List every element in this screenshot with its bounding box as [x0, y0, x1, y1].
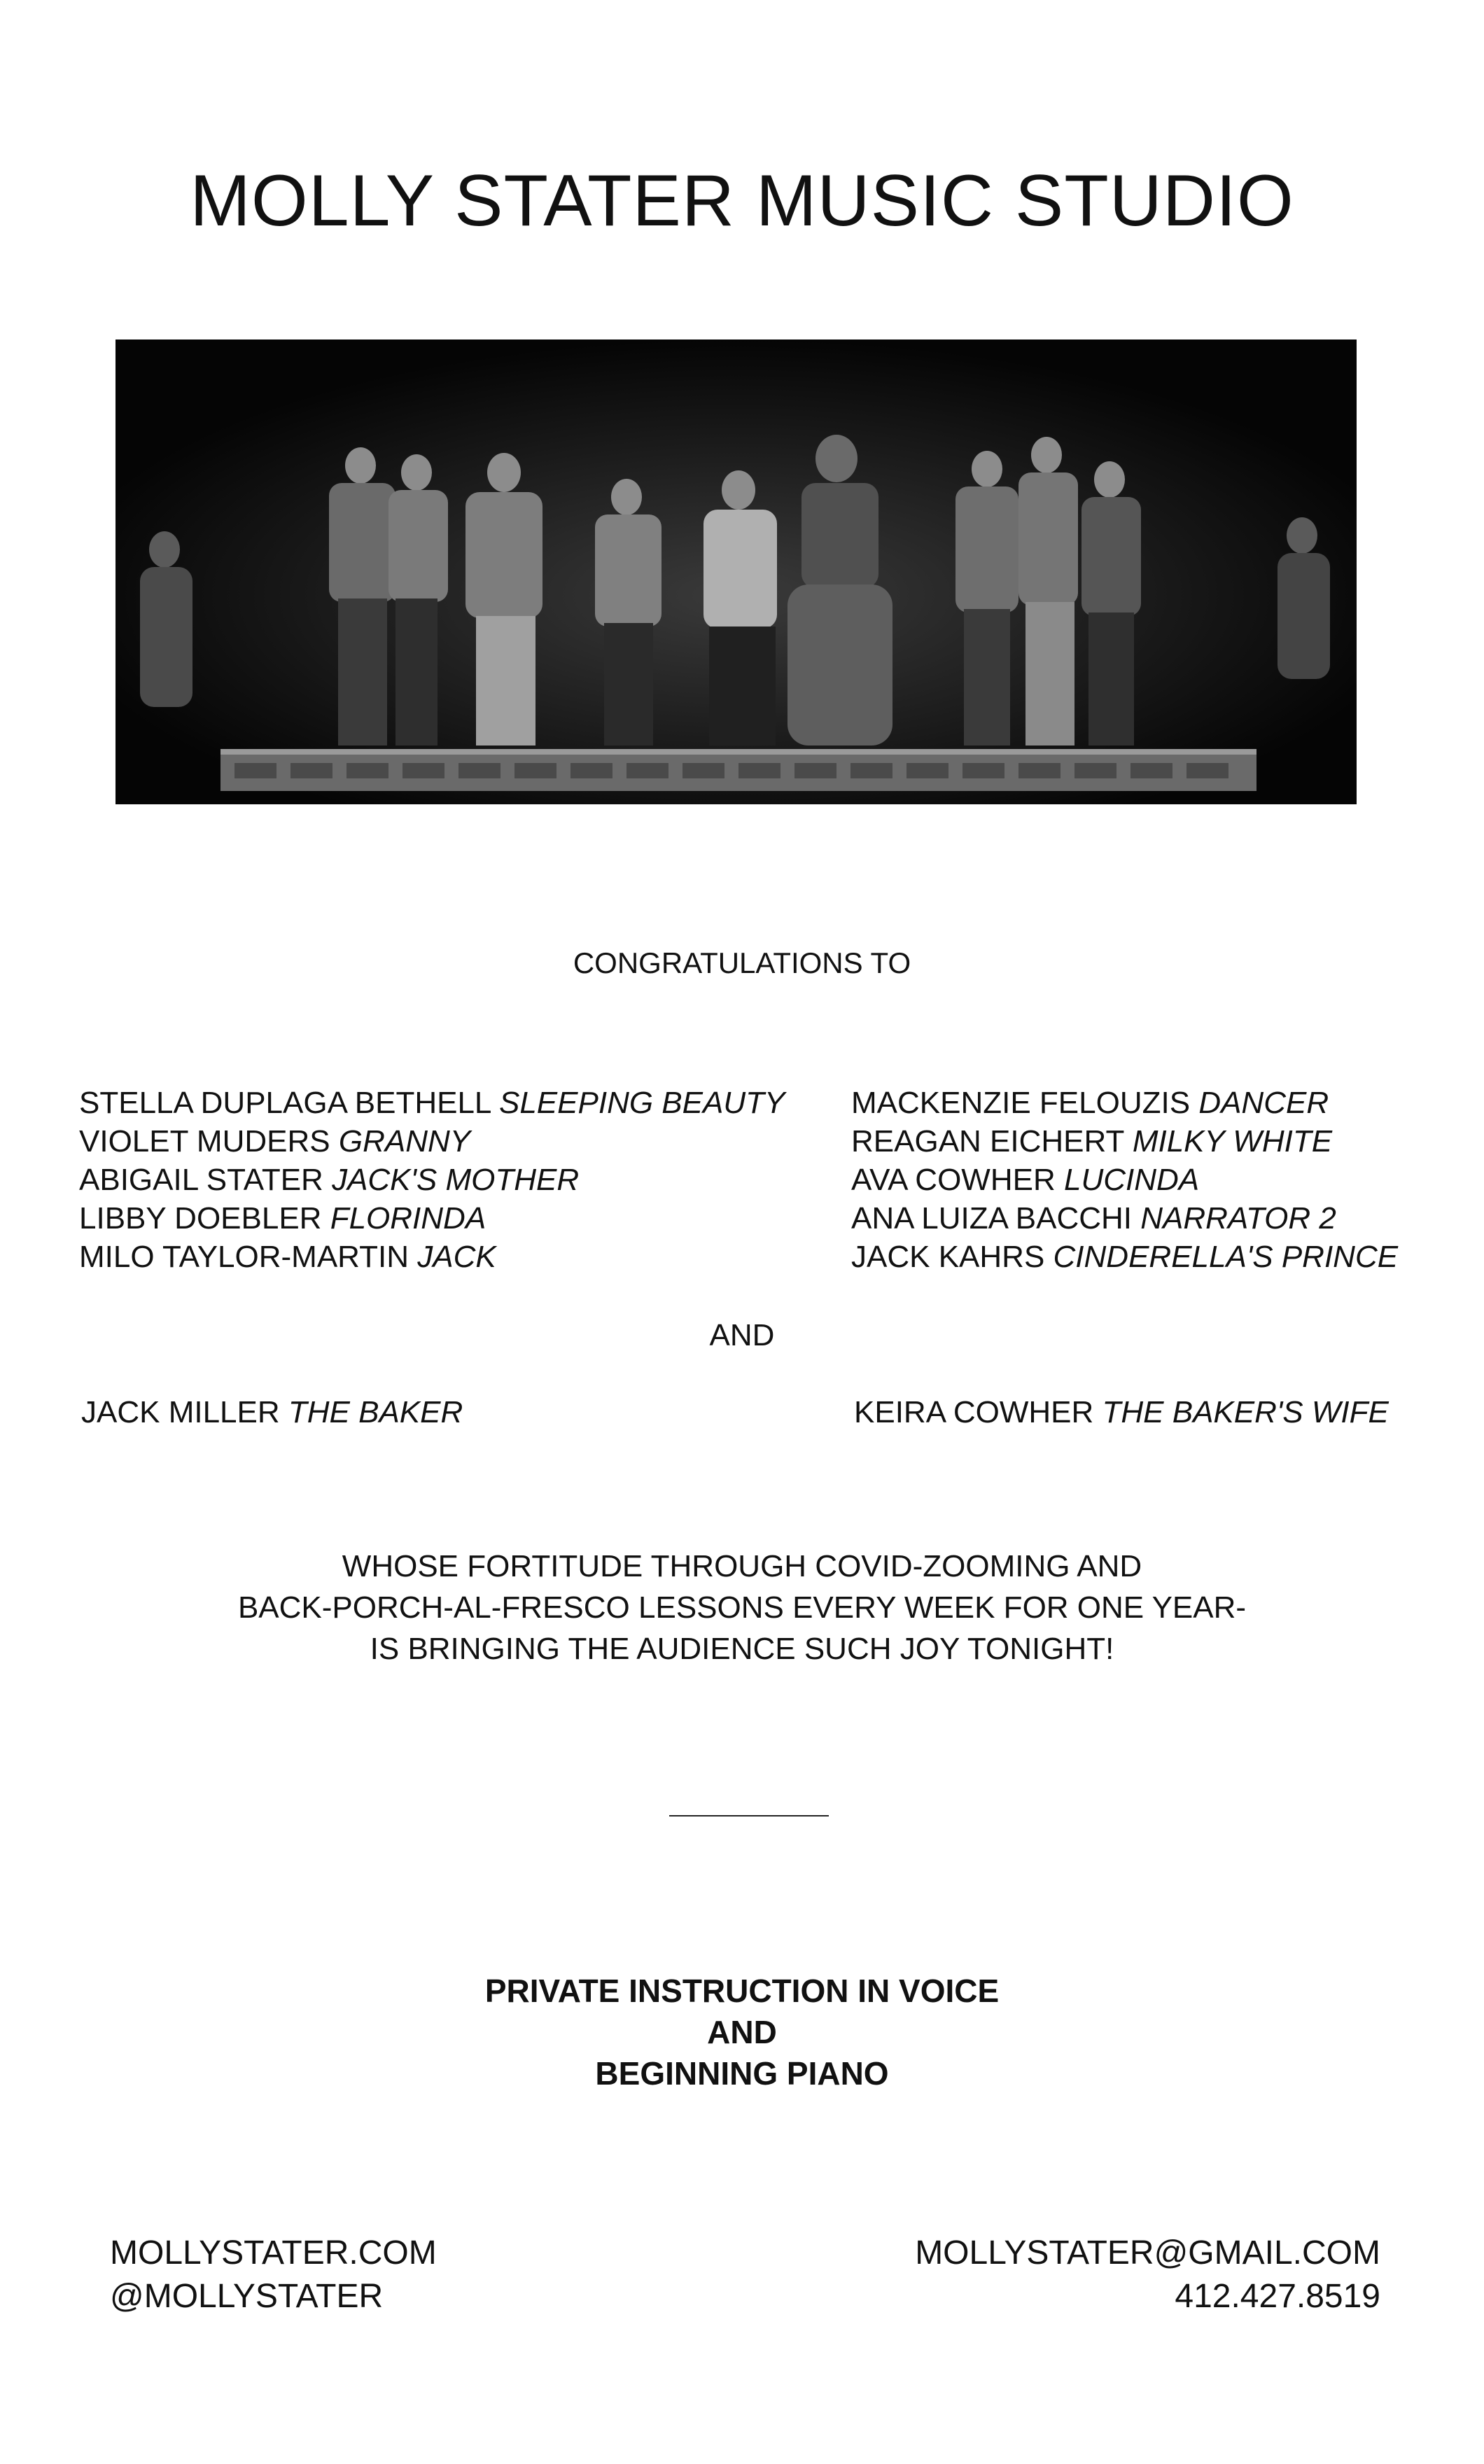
stage-photo	[115, 340, 1357, 804]
instruction-block	[0, 1970, 1484, 2094]
cast-name: ANA LUIZA BACCHI	[851, 1201, 1133, 1236]
contact-right	[915, 2232, 1380, 2318]
fortitude-line: IS BRINGING THE AUDIENCE SUCH JOY TONIGHT!	[370, 1632, 1114, 1666]
cast-entry	[79, 1161, 785, 1199]
cast-name: STELLA DUPLAGA BETHELL	[79, 1086, 491, 1120]
cast-role: LUCINDA	[1063, 1163, 1200, 1197]
social-handle[interactable]: @MOLLYSTATER	[110, 2278, 384, 2315]
divider-rule	[669, 1815, 829, 1816]
cast-name: MACKENZIE FELOUZIS	[851, 1086, 1191, 1120]
cast-list-right	[851, 1084, 1398, 1276]
fortitude-line: WHOSE FORTITUDE THROUGH COVID-ZOOMING AND	[342, 1549, 1142, 1583]
website-link[interactable]: MOLLYSTATER.COM	[110, 2234, 437, 2272]
cast-entry	[79, 1238, 785, 1276]
lead-role: THE BAKER	[288, 1395, 463, 1429]
cast-role: JACK	[417, 1240, 496, 1274]
cast-list-left	[79, 1084, 785, 1276]
lead-entry-right	[854, 1393, 1389, 1432]
phone-number[interactable]: 412.427.8519	[1175, 2278, 1380, 2315]
instruction-line: PRIVATE INSTRUCTION IN VOICE	[484, 1973, 1000, 2009]
cast-role: MILKY WHITE	[1132, 1124, 1333, 1158]
lead-name: JACK MILLER	[81, 1395, 280, 1429]
email-link[interactable]: MOLLYSTATER@GMAIL.COM	[915, 2234, 1380, 2272]
instruction-line: AND	[707, 2014, 777, 2050]
fortitude-message	[0, 1546, 1484, 1670]
cast-entry	[79, 1122, 785, 1161]
page-title: MOLLY STATER MUSIC STUDIO	[190, 160, 1294, 241]
congratulations-heading: CONGRATULATIONS TO	[573, 946, 911, 979]
cast-name: REAGAN EICHERT	[851, 1124, 1124, 1158]
cast-entry	[851, 1084, 1398, 1122]
cast-name: MILO TAYLOR-MARTIN	[79, 1240, 410, 1274]
cast-entry	[79, 1084, 785, 1122]
lead-entry-left	[81, 1393, 463, 1432]
cast-entry	[851, 1161, 1398, 1199]
cast-entry	[79, 1199, 785, 1238]
cast-role: SLEEPING BEAUTY	[498, 1086, 785, 1120]
cast-role: JACK'S MOTHER	[332, 1163, 580, 1197]
cast-role: GRANNY	[338, 1124, 471, 1158]
cast-role: DANCER	[1198, 1086, 1329, 1120]
cast-entry	[851, 1199, 1398, 1238]
cast-name: LIBBY DOEBLER	[79, 1201, 322, 1236]
cast-role: NARRATOR 2	[1140, 1201, 1336, 1236]
fortitude-line: BACK-PORCH-AL-FRESCO LESSONS EVERY WEEK FOR ONE YEAR-	[237, 1590, 1247, 1625]
stage-photo-image	[115, 340, 1357, 804]
cast-entry	[851, 1122, 1398, 1161]
cast-entry	[851, 1238, 1398, 1276]
cast-name: VIOLET MUDERS	[79, 1124, 330, 1158]
cast-name: AVA COWHER	[851, 1163, 1056, 1197]
instruction-line: BEGINNING PIANO	[595, 2055, 889, 2092]
cast-name: JACK KAHRS	[851, 1240, 1045, 1274]
lead-name: KEIRA COWHER	[854, 1395, 1094, 1429]
and-separator: AND	[709, 1318, 775, 1352]
cast-role: CINDERELLA'S PRINCE	[1053, 1240, 1399, 1274]
lead-role: THE BAKER'S WIFE	[1102, 1395, 1389, 1429]
cast-role: FLORINDA	[330, 1201, 486, 1236]
cast-name: ABIGAIL STATER	[79, 1163, 323, 1197]
contact-left	[110, 2232, 437, 2318]
